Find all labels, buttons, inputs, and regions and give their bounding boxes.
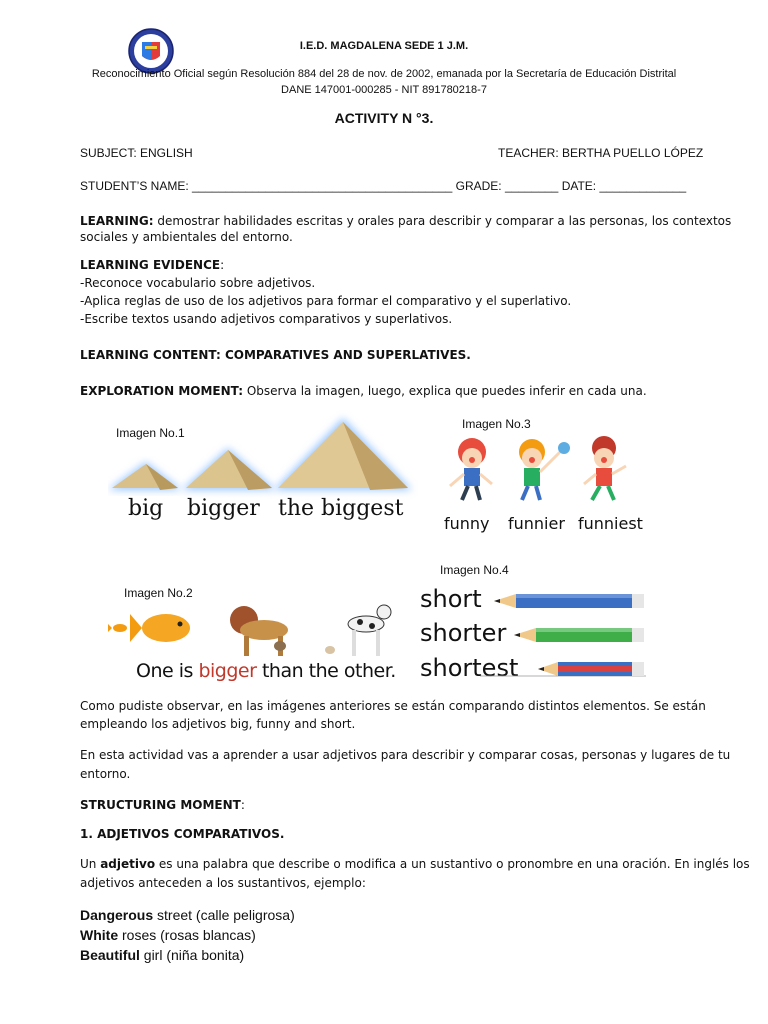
word-funny: funny [444,514,490,533]
exploration-text: Observa la imagen, luego, explica que puedes inferir en cada una. [243,384,647,398]
example-item [80,905,295,925]
word-bigger: bigger [187,496,260,521]
evidence-item: -Reconoce vocabulario sobre adjetivos. [80,276,316,290]
paragraph-observation-1: Como pudiste observar, en las imágenes anteriores se están comparando distintos elementos. Se están [80,699,706,713]
sentence-start: One is [136,660,199,682]
image-1-label: Imagen No.1 [116,426,185,440]
definition-end: es una palabra que describe o modifica a un sustantivo o pronombre en una oración. En inglés los [155,857,750,871]
image-2-label: Imagen No.2 [124,586,193,600]
adjective-definition [80,855,750,873]
evidence-item: -Escribe textos usando adjetivos comparativos y superlativos. [80,312,453,326]
image-3-label: Imagen No.3 [462,417,531,431]
evidence-item: -Aplica reglas de uso de los adjetivos para formar el comparativo y el superlativo. [80,294,572,308]
learning-content [80,346,471,364]
example-rest: street (calle peligrosa) [153,907,295,923]
learning-content-value: COMPARATIVES AND SUPERLATIVES. [224,348,471,362]
learning-label: LEARNING: [80,214,154,228]
subject-line: SUBJECT: ENGLISH [80,146,193,160]
learning-text: demostrar habilidades escritas y orales para describir y comparar a las personas, los contextos [153,214,732,228]
word-funniest: funniest [578,514,643,533]
learning-content-label: LEARNING CONTENT: [80,348,225,362]
image-4-label: Imagen No.4 [440,563,509,577]
example-rest: roses (rosas blancas) [118,927,256,943]
animals-illustration [108,600,398,660]
dane-text: DANE 147001-000285 - NIT 891780218-7 [281,84,487,96]
student-name-line: STUDENT’S NAME: _______________________________________ GRADE: ________ DATE: _____________ [80,179,687,193]
clowns-illustration [436,430,646,510]
word-funnier: funnier [508,514,565,533]
example-adjective: Beautiful [80,947,140,963]
example-rest: girl (niña bonita) [139,947,245,963]
structuring-heading: STRUCTURING MOMENT: [80,798,245,812]
example-adjective: White [80,927,119,943]
pencils-illustration [480,588,650,680]
word-the-biggest: the biggest [278,496,404,521]
learning-text-2: sociales y ambientales del entorno. [80,230,293,244]
definition-term: adjetivo [100,857,156,871]
example-item [80,925,295,945]
evidence-label: LEARNING EVIDENCE [80,258,221,272]
example-item [80,945,295,965]
paragraph-observation-2: empleando los adjetivos big, funny and short. [80,717,356,731]
paragraph-activity-1: En esta actividad vas a aprender a usar adjetivos para describir y comparar cosas, personas y lugares de tu [80,748,731,762]
comparison-sentence [136,660,396,682]
recognition-text: Reconocimiento Oficial según Resolución 884 del 28 de nov. de 2002, emanada por la Secretaría de Educación Distrital [91,68,677,80]
pyramids-illustration [108,410,418,500]
exploration-label: EXPLORATION MOMENT [80,384,239,398]
school-name: I.E.D. MAGDALENA SEDE 1 J.M. [299,40,469,52]
structuring-label: STRUCTURING MOMENT [80,798,241,812]
word-short: short [420,585,482,613]
teacher-line: TEACHER: BERTHA PUELLO LÓPEZ [498,146,704,160]
paragraph-activity-2: entorno. [80,767,131,781]
word-shortest: shortest [420,654,519,682]
example-list [80,905,295,965]
adjective-definition-2: adjetivos anteceden a los sustantivos, ejemplo: [80,876,366,890]
word-shorter: shorter [420,619,507,647]
exploration-line: EXPLORATION MOMENT: Observa la imagen, luego, explica que puedes inferir en cada una. [80,384,647,398]
example-adjective: Dangerous [80,907,154,923]
sentence-end: than the other. [256,660,396,682]
word-big: big [128,496,164,521]
evidence-heading: LEARNING EVIDENCE: [80,258,225,272]
sentence-highlight: bigger [198,660,257,682]
comparatives-heading: 1. ADJETIVOS COMPARATIVOS. [80,827,285,841]
activity-title: ACTIVITY N °3. [334,110,434,126]
definition-start: Un [80,857,101,871]
